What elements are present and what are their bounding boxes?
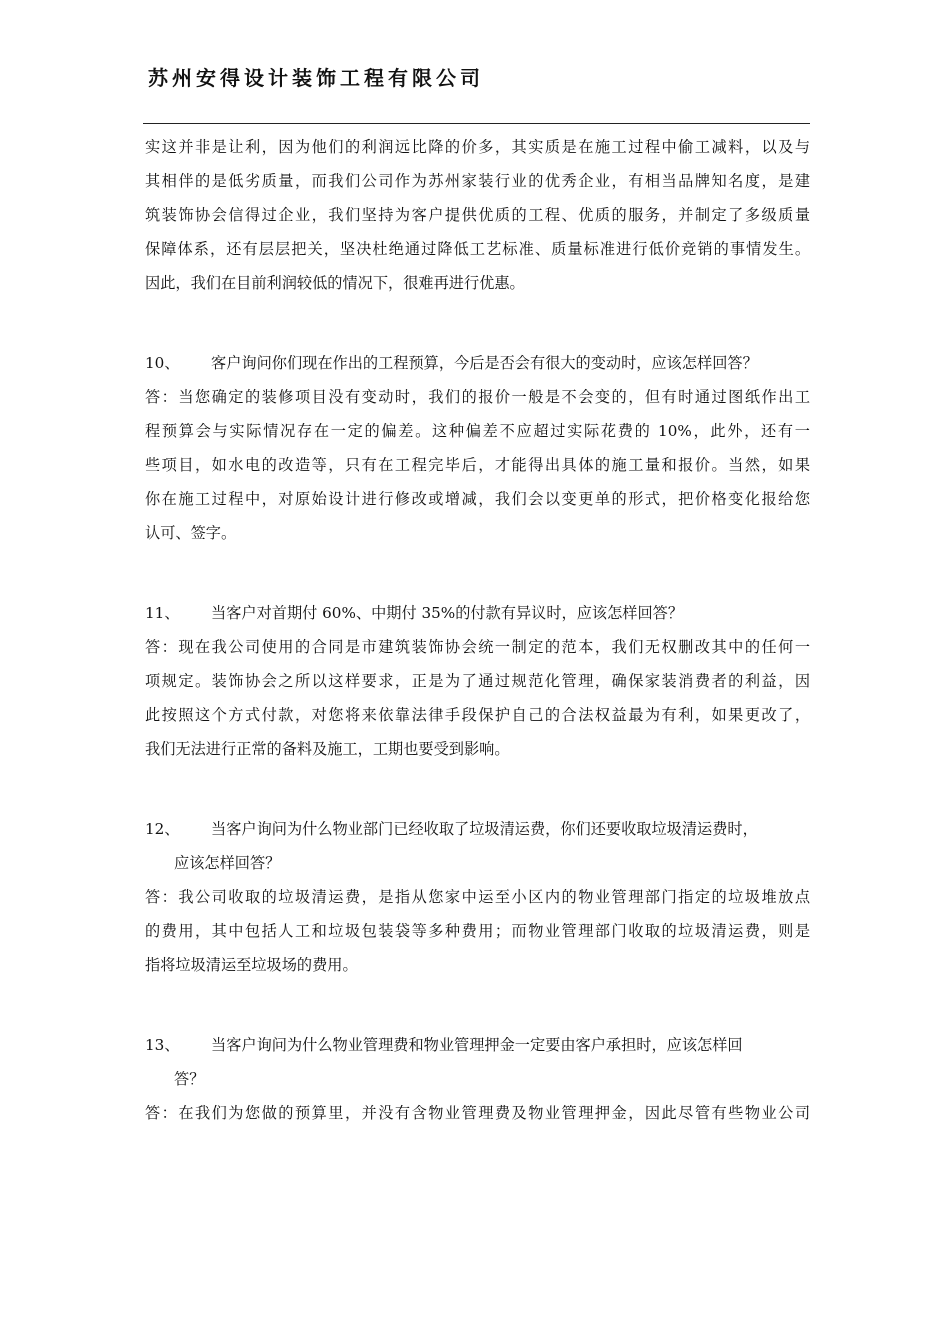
question-continuation: 答？ bbox=[174, 1070, 205, 1088]
paragraph-line: 因此，我们在目前利润较低的情况下，很难再进行优惠。 bbox=[145, 274, 525, 292]
answer-line: 些项目，如水电的改造等，只有在工程完毕后，才能得出具体的施工量和报价。当然，如果 bbox=[145, 456, 810, 474]
paragraph-gap bbox=[145, 982, 810, 1028]
answer-line: 答：我公司收取的垃圾清运费，是指从您家中运至小区内的物业管理部门指定的垃圾堆放点 bbox=[145, 888, 810, 906]
qa-item-13 bbox=[145, 1028, 810, 1130]
answer-line: 此按照这个方式付款，对您将来依靠法律手段保护自己的合法权益最为有利，如果更改了， bbox=[145, 706, 810, 724]
question-text: 当客户询问为什么物业管理费和物业管理押金一定要由客户承担时，应该怎样回 bbox=[211, 1036, 743, 1054]
paragraph-gap bbox=[145, 300, 810, 346]
qa-item-10 bbox=[145, 346, 810, 550]
answer-line: 的费用，其中包括人工和垃圾包装袋等多种费用；而物业管理部门收取的垃圾清运费，则是 bbox=[145, 922, 810, 940]
paragraph-line: 筑装饰协会信得过企业，我们坚持为客户提供优质的工程、优质的服务，并制定了多级质量 bbox=[145, 206, 810, 224]
answer-line: 指将垃圾清运至垃圾场的费用。 bbox=[145, 956, 358, 974]
paragraph-gap bbox=[145, 766, 810, 812]
intro-paragraph bbox=[145, 130, 810, 300]
question-number: 13、 bbox=[145, 1036, 180, 1054]
question-text: 客户询问你们现在作出的工程预算，今后是否会有很大的变动时，应该怎样回答？ bbox=[211, 354, 758, 372]
question-text: 当客户对首期付 60%、中期付 35%的付款有异议时，应该怎样回答？ bbox=[211, 604, 684, 622]
question-number: 12、 bbox=[145, 820, 180, 838]
qa-item-11 bbox=[145, 596, 810, 766]
answer-line: 答：在我们为您做的预算里，并没有含物业管理费及物业管理押金，因此尽管有些物业公司 bbox=[145, 1104, 810, 1122]
answer-line: 答：当您确定的装修项目没有变动时，我们的报价一般是不会变的，但有时通过图纸作出工 bbox=[145, 388, 810, 406]
answer-line: 答：现在我公司使用的合同是市建筑装饰协会统一制定的范本，我们无权删改其中的任何一 bbox=[145, 638, 810, 656]
answer-line: 我们无法进行正常的备料及施工，工期也要受到影响。 bbox=[145, 740, 510, 758]
question-number: 10、 bbox=[145, 354, 180, 372]
question bbox=[145, 1028, 810, 1062]
answer-line: 你在施工过程中，对原始设计进行修改或增减，我们会以变更单的形式，把价格变化报给您 bbox=[145, 490, 810, 508]
question bbox=[145, 812, 810, 846]
question bbox=[145, 596, 810, 630]
header-rule bbox=[143, 123, 810, 124]
question bbox=[145, 346, 810, 380]
qa-item-12 bbox=[145, 812, 810, 982]
question-continuation: 应该怎样回答？ bbox=[174, 854, 281, 872]
answer-line: 认可、签字。 bbox=[145, 524, 237, 542]
paragraph-line: 其相伴的是低劣质量，而我们公司作为苏州家装行业的优秀企业，有相当品牌知名度，是建 bbox=[145, 172, 810, 190]
paragraph-gap bbox=[145, 550, 810, 596]
paragraph-line: 保障体系，还有层层把关，坚决杜绝通过降低工艺标准、质量标准进行低价竞销的事情发生。 bbox=[145, 240, 810, 258]
company-header: 苏州安得设计装饰工程有限公司 bbox=[148, 66, 484, 90]
answer-line: 项规定。装饰协会之所以这样要求，正是为了通过规范化管理，确保家装消费者的利益，因 bbox=[145, 672, 810, 690]
question-number: 11、 bbox=[145, 604, 180, 622]
question-text: 当客户询问为什么物业部门已经收取了垃圾清运费，你们还要收取垃圾清运费时， bbox=[211, 820, 758, 838]
body-text bbox=[145, 130, 810, 1130]
paragraph-line: 实这并非是让利，因为他们的利润远比降的价多，其实质是在施工过程中偷工减料，以及与 bbox=[145, 138, 810, 156]
answer-line: 程预算会与实际情况存在一定的偏差。这种偏差不应超过实际花费的 10%，此外，还有一 bbox=[145, 422, 810, 440]
